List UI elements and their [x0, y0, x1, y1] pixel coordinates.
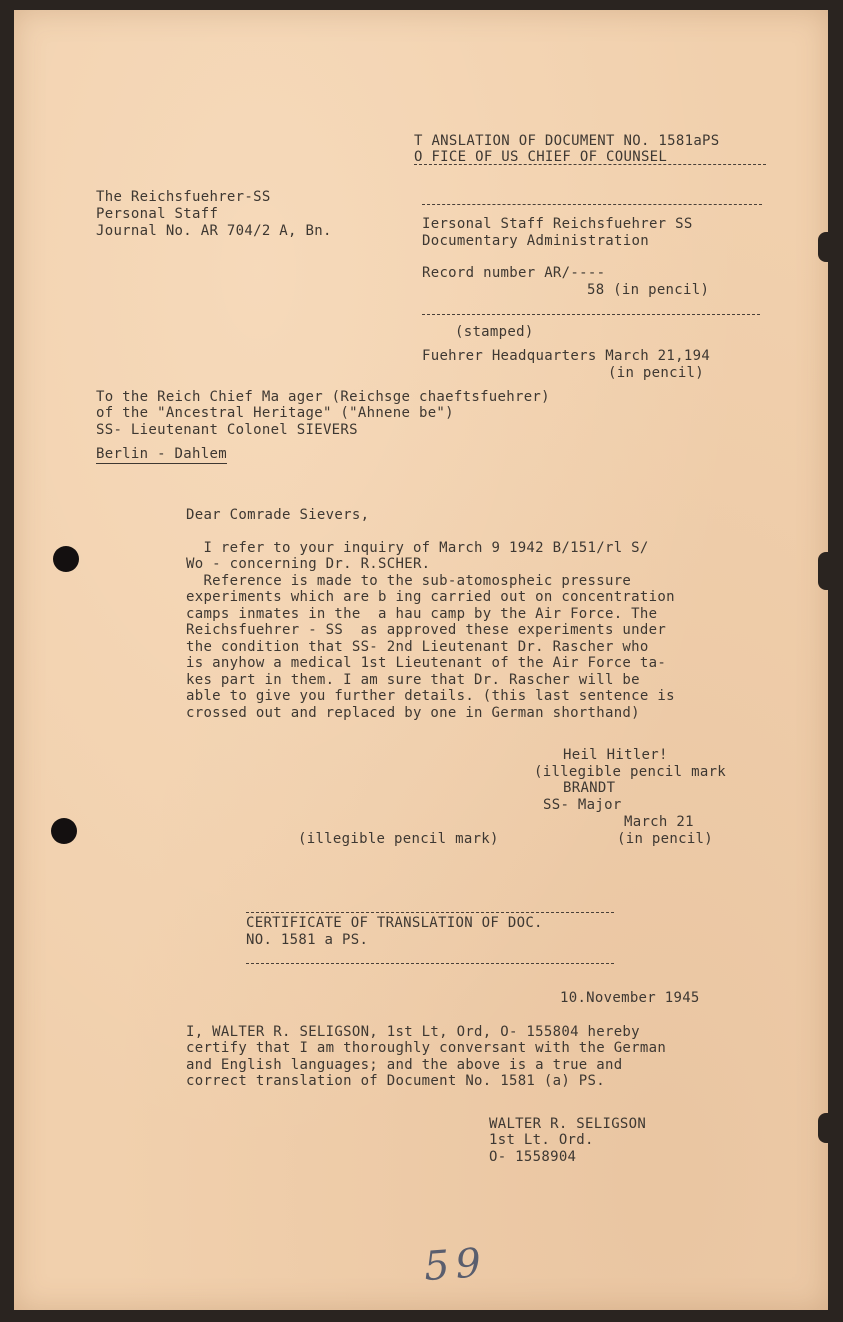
- signature-date-pencil: (in pencil): [617, 831, 714, 847]
- body-line: Reference is made to the sub-atomospheic pressure: [186, 573, 632, 589]
- edge-notch: [818, 232, 830, 262]
- certificate-date: 10.November 1945: [560, 990, 700, 1006]
- edge-notch: [818, 1113, 829, 1143]
- addressee-line1: To the Reich Chief Ma ager (Reichsge chaeftsfuehrer): [96, 389, 550, 405]
- place-date-pencil: (in pencil): [608, 365, 705, 381]
- signature-name: BRANDT: [563, 780, 616, 796]
- punch-hole-lower: [51, 818, 77, 844]
- header-divider: [414, 164, 766, 165]
- translator-serial: O- 1558904: [489, 1149, 577, 1165]
- stamp-record-pencil: 58 (in pencil): [587, 282, 710, 298]
- certificate-line: I, WALTER R. SELIGSON, 1st Lt, Ord, O- 155804 hereby: [186, 1024, 640, 1040]
- stamp-line2: Documentary Administration: [422, 233, 649, 249]
- edge-notch: [818, 552, 828, 590]
- signature-closing: Heil Hitler!: [563, 747, 668, 763]
- left-pencil-mark: (illegible pencil mark): [298, 831, 499, 847]
- translator-name: WALTER R. SELIGSON: [489, 1116, 647, 1132]
- certificate-line: and English languages; and the above is a true and: [186, 1057, 623, 1073]
- certificate-line: certify that I am thoroughly conversant with the German: [186, 1040, 667, 1056]
- addressee-city: Berlin - Dahlem: [96, 446, 227, 462]
- body-line: the condition that SS- 2nd Lieutenant Dr. Rascher who: [186, 639, 649, 655]
- translation-header-line1: T ANSLATION OF DOCUMENT NO. 1581aPS: [414, 133, 720, 149]
- certificate-title-line1: CERTIFICATE OF TRANSLATION OF DOC.: [246, 915, 543, 931]
- addressee-line3: SS- Lieutenant Colonel SIEVERS: [96, 422, 358, 438]
- stamp-top-divider: [422, 204, 762, 205]
- handwritten-page-number: 59: [422, 1239, 489, 1291]
- translation-header-line2: O FICE OF US CHIEF OF COUNSEL: [414, 149, 668, 165]
- certificate-top-divider: [246, 912, 614, 913]
- body-line: I refer to your inquiry of March 9 1942 B/151/rl S/: [186, 540, 649, 556]
- certificate-bottom-divider: [246, 963, 614, 964]
- sender-journal-number: Journal No. AR 704/2 A, Bn.: [96, 223, 332, 239]
- certificate-line: correct translation of Document No. 1581 (a) PS.: [186, 1073, 605, 1089]
- signature-date: March 21: [624, 814, 694, 830]
- body-line: camps inmates in the a hau camp by the Air Force. The: [186, 606, 658, 622]
- sender-line2: Personal Staff: [96, 206, 219, 222]
- body-line: is anyhow a medical 1st Lieutenant of the Air Force ta-: [186, 655, 667, 671]
- body-line: crossed out and replaced by one in German shorthand): [186, 705, 640, 721]
- body-line: Reichsfuehrer - SS as approved these experiments under: [186, 622, 667, 638]
- certificate-title-line2: NO. 1581 a PS.: [246, 932, 369, 948]
- body-line: kes part in them. I am sure that Dr. Rascher will be: [186, 672, 640, 688]
- body-line: experiments which are b ing carried out on concentration: [186, 589, 675, 605]
- salutation: Dear Comrade Sievers,: [186, 507, 370, 523]
- body-line: able to give you further details. (this last sentence is: [186, 688, 675, 704]
- stamp-line1: Iersonal Staff Reichsfuehrer SS: [422, 216, 693, 232]
- signature-rank: SS- Major: [543, 797, 622, 813]
- stamped-note: (stamped): [455, 324, 534, 340]
- punch-hole-upper: [53, 546, 79, 572]
- document-page: [14, 10, 828, 1310]
- signature-pencil-mark: (illegible pencil mark: [534, 764, 727, 780]
- sender-line1: The Reichsfuehrer-SS: [96, 189, 271, 205]
- place-date: Fuehrer Headquarters March 21,194: [422, 348, 711, 364]
- translator-rank: 1st Lt. Ord.: [489, 1132, 594, 1148]
- stamp-record-number: Record number AR/----: [422, 265, 606, 281]
- body-line: Wo - concerning Dr. R.SCHER.: [186, 556, 431, 572]
- addressee-line2: of the "Ancestral Heritage" ("Ahnene be"): [96, 405, 454, 421]
- stamp-bottom-divider: [422, 314, 760, 315]
